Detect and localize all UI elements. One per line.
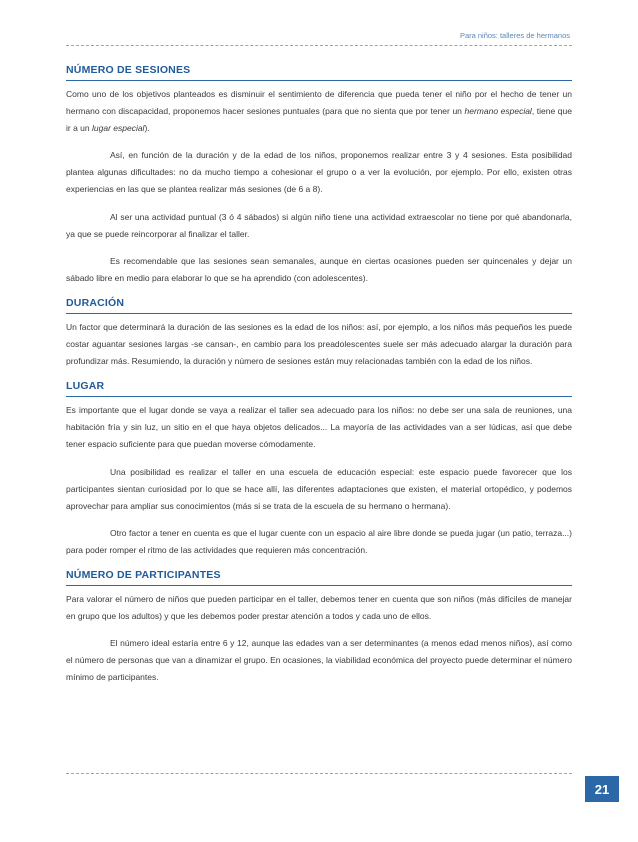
paragraph: Al ser una actividad puntual (3 ó 4 sábados) si algún niño tiene una actividad extraescolar no tiene por qué abandonarla, ya que se puede reincorporar al finalizar el taller. [66, 211, 572, 239]
paragraph: Es importante que el lugar donde se vaya a realizar el taller sea adecuado para los niños: no debe ser una sala de reuniones, una habitación fría y sin luz, un sitio en el que haya objetos delicados... La mayoría de las actividades van a ser lúdicas, así que debe tener espacio suficiente para que puedan moverse cómodamente. [66, 405, 572, 450]
section-title: LUGAR [66, 380, 572, 397]
paragraph: Otro factor a tener en cuenta es que el lugar cuente con un espacio al aire libre donde se pueda jugar (un patio, terraza...) para poder romper el ritmo de las actividades que requieren más concentración. [66, 527, 572, 555]
paragraph: Así, en función de la duración y de la edad de los niños, proponemos realizar entre 3 y 4 sesiones. Esta posibilidad plantea algunas dificultades: no da mucho tiempo a cohesionar el grupo o a ver la evolución, por ejemplo. Por ello, existen otras experiencias en las que se plantea realizar más sesiones (de 6 a 8). [66, 150, 572, 195]
section-numero-de-sesiones [66, 64, 572, 287]
section-numero-de-participantes [66, 569, 572, 686]
main-content [66, 64, 572, 696]
section-title: NÚMERO DE SESIONES [66, 64, 572, 81]
emphasis: lugar especial [92, 123, 145, 134]
paragraph: Es recomendable que las sesiones sean semanales, aunque en ciertas ocasiones pueden ser quincenales y dejar un sábado libre en medio para elaborar lo que se ha aprendido (con adolescentes). [66, 255, 572, 283]
top-dashed-divider [66, 45, 572, 46]
section-title: DURACIÓN [66, 297, 572, 314]
paragraph: El número ideal estaría entre 6 y 12, aunque las edades van a ser determinantes (a menos edad menos niños), así como el número de personas que van a dinamizar el grupo. En ocasiones, la viabilidad económica del proyecto puede determinar el número mínimo de participantes. [66, 638, 572, 683]
running-header: Para niños: talleres de hermanos [459, 31, 570, 40]
emphasis: hermano especial [464, 106, 532, 117]
paragraph: Como uno de los objetivos planteados es disminuir el sentimiento de diferencia que pueda tener el niño por el hecho de tener un hermano con discapacidad, proponemos hacer sesiones puntuales (para que no sienta que por tener un hermano especial, tiene que ir a un lugar especial). [66, 89, 572, 134]
paragraph: Una posibilidad es realizar el taller en una escuela de educación especial: este espacio puede favorecer que los participantes sientan curiosidad por lo que se hace allí, las diferentes adaptaciones que existen, el material ortopédico, y podemos aprovechar para ampliar sus conocimientos (más si se trata de la escuela de su hermano o hermana). [66, 466, 572, 511]
paragraph: Para valorar el número de niños que pueden participar en el taller, debemos tener en cuenta que son niños (más difíciles de manejar en grupo que los adultos) y que les debemos poder prestar atención a todos y cada uno de ellos. [66, 593, 572, 622]
bottom-dashed-divider [66, 773, 572, 774]
page-number: 21 [585, 776, 619, 802]
section-duracion [66, 297, 572, 370]
section-title: NÚMERO DE PARTICIPANTES [66, 569, 572, 586]
paragraph: Un factor que determinará la duración de las sesiones es la edad de los niños: así, por ejemplo, a los niños más pequeños les puede costar aguantar sesiones largas -se cansan-, en cambio para los preadolescentes suele ser más adecuado alargar la duración para profundizar más. Resumiendo, la duración y número de sesiones están muy relacionadas también con la edad de los niños. [66, 321, 572, 367]
section-lugar [66, 380, 572, 559]
